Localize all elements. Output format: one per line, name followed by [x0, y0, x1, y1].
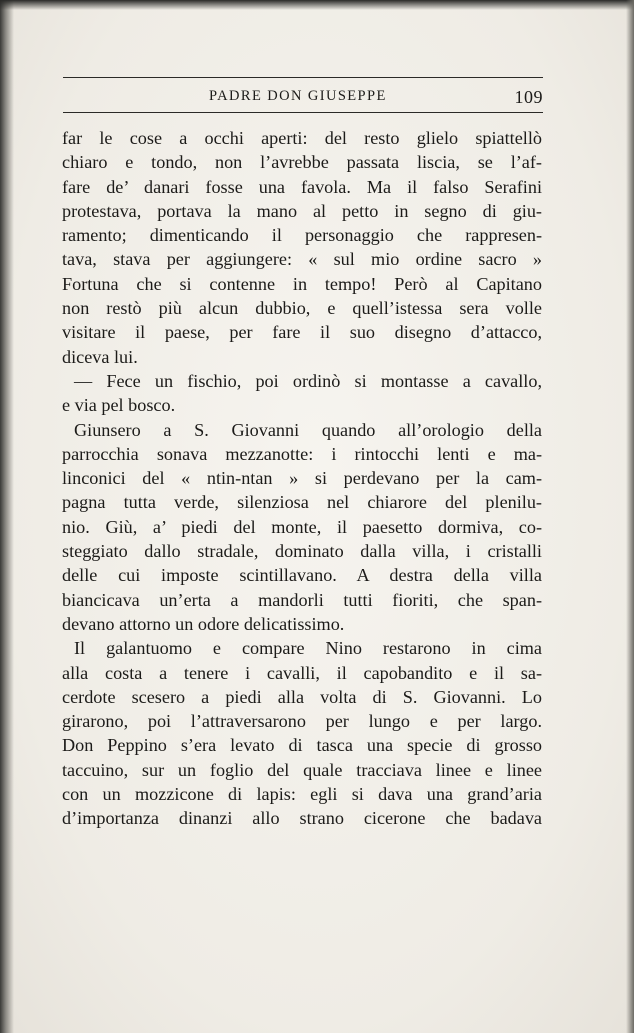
text-line: nio. Giù, a’ piedi del monte, il paesetto dormiva, co-	[62, 516, 542, 537]
text-line: chiaro e tondo, non l’avrebbe passata liscia, se l’af-	[62, 152, 542, 173]
text-line: protestava, portava la mano al petto in segno di giu-	[62, 200, 542, 221]
text-line: devano attorno un odore delicatissimo.	[62, 613, 345, 634]
text-line: delle cui imposte scintillavano. A destra della villa	[62, 565, 542, 586]
running-header	[63, 88, 543, 108]
text-line: con un mozzicone di lapis: egli si dava una grand’aria	[62, 784, 542, 805]
page-left-shadow	[0, 0, 14, 1033]
text-line: Fortuna che si contenne in tempo! Però al Capitano	[62, 273, 542, 294]
header-rule-top	[63, 77, 543, 78]
text-line: alla costa a tenere i cavalli, il capobandito e il sa-	[62, 662, 542, 683]
header-rule-bottom	[63, 112, 543, 113]
body-text	[62, 126, 542, 831]
running-title: PADRE DON GIUSEPPE	[209, 88, 387, 104]
text-line: Il galantuomo e compare Nino restarono in cima	[74, 638, 542, 659]
text-line: visitare il paese, per fare il suo disegno d’attacco,	[62, 322, 542, 343]
text-line: biancicava un’erta a mandorli tutti fioriti, che span-	[62, 589, 542, 610]
text-line: linconici del « ntin-ntan » si perdevano per la cam-	[62, 468, 542, 489]
text-line: non restò più alcun dubbio, e quell’istessa sera volle	[62, 298, 542, 319]
text-line: Don Peppino s’era levato di tasca una specie di grosso	[62, 735, 542, 756]
text-line: parrocchia sonava mezzanotte: i rintocchi lenti e ma-	[62, 443, 542, 464]
text-line: tava, stava per aggiungere: « sul mio ordine sacro »	[62, 249, 542, 270]
text-line: — Fece un fischio, poi ordinò si montasse a cavallo,	[74, 370, 542, 391]
text-line: diceva lui.	[62, 346, 138, 367]
text-line: e via pel bosco.	[62, 395, 176, 416]
text-line: d’importanza dinanzi allo strano cicerone che badava	[62, 808, 542, 829]
page-top-shadow	[0, 0, 634, 10]
text-line: girarono, poi l’attraversarono per lungo e per largo.	[62, 711, 542, 732]
text-line: ramento; dimenticando il personaggio che rappresen-	[62, 225, 542, 246]
text-line: cerdote scesero a piedi alla volta di S. Giovanni. Lo	[62, 686, 542, 707]
text-line: steggiato dallo stradale, dominato dalla villa, i cristalli	[62, 541, 542, 562]
page-number: 109	[514, 87, 543, 107]
text-line: pagna tutta verde, silenziosa nel chiarore del plenilu-	[62, 492, 542, 513]
page-right-shadow	[626, 0, 634, 1033]
text-line: taccuino, sur un foglio del quale tracciava linee e linee	[62, 759, 542, 780]
text-line: Giunsero a S. Giovanni quando all’orologio della	[74, 419, 542, 440]
text-line: far le cose a occhi aperti: del resto glielo spiattellò	[62, 128, 542, 148]
text-line: fare de’ danari fosse una favola. Ma il falso Serafini	[62, 176, 542, 197]
